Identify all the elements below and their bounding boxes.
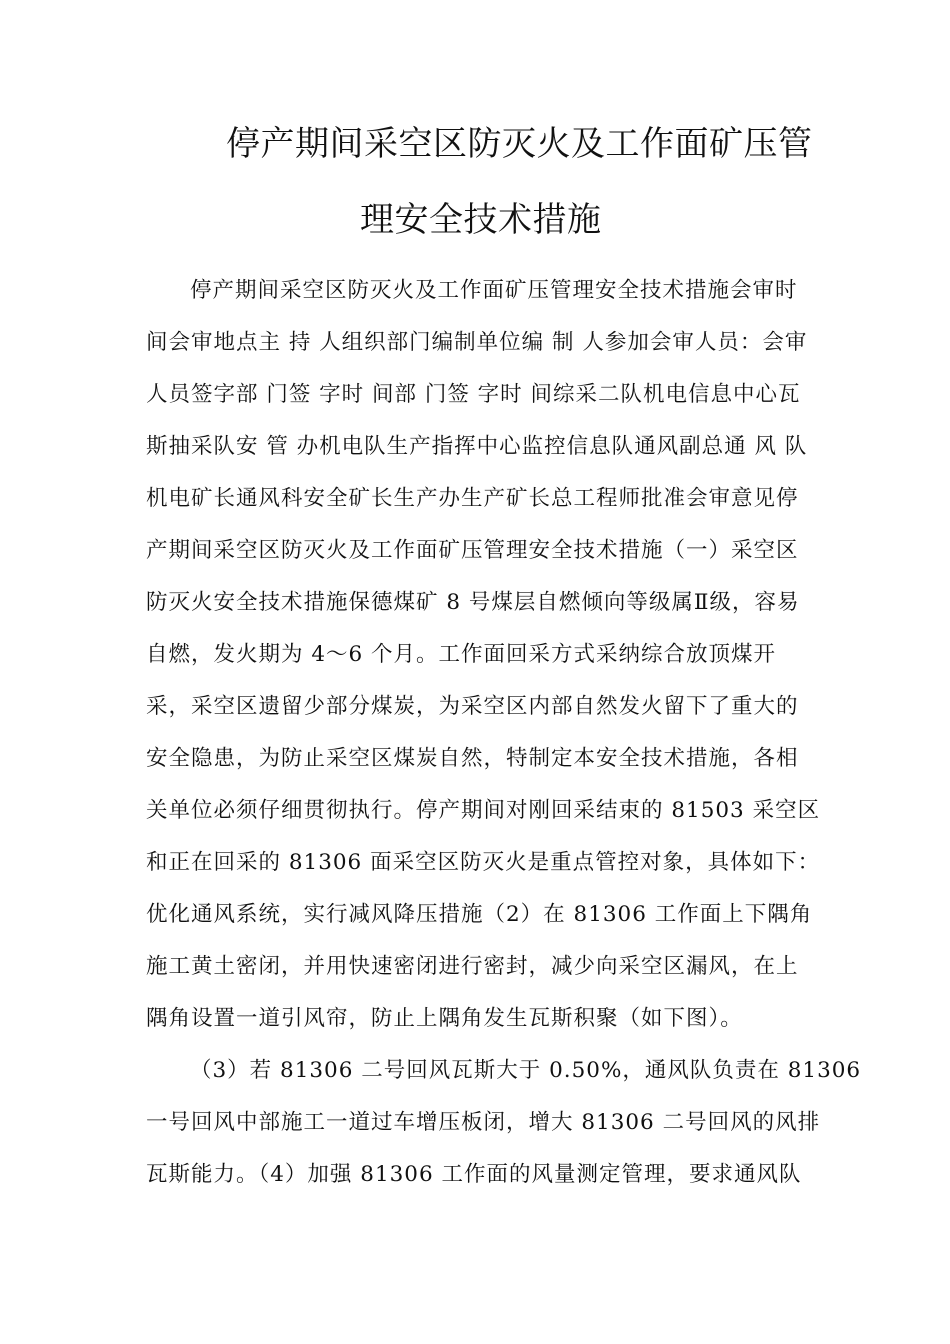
document-title-line-1: 停产期间采空区防灭火及工作面矿压管 xyxy=(226,124,813,164)
body-line-1: 停产期间采空区防灭火及工作面矿压管理安全技术措施会审时 xyxy=(190,278,798,303)
body-line-10: 安全隐患，为防止采空区煤炭自然，特制定本安全技术措施，各相 xyxy=(146,746,799,771)
body-line-12: 和正在回采的 81306 面采空区防灭火是重点管控对象，具体如下： xyxy=(146,850,821,875)
body-line-17: 一号回风中部施工一道过车增压板闭，增大 81306 二号回风的风排 xyxy=(146,1110,821,1135)
body-line-4: 斯抽采队安 管 办机电队生产指挥中心监控信息队通风副总通 风 队 xyxy=(146,434,808,459)
body-line-11: 关单位必须仔细贯彻执行。停产期间对刚回采结束的 81503 采空区 xyxy=(146,798,821,823)
body-line-3: 人员签字部 门签 字时 间部 门签 字时 间综采二队机电信息中心瓦 xyxy=(146,382,801,407)
body-line-15: 隅角设置一道引风帘，防止上隅角发生瓦斯积聚（如下图）。 xyxy=(146,1006,743,1031)
body-line-7: 防灭火安全技术措施保德煤矿 8 号煤层自燃倾向等级属Ⅱ级，容易 xyxy=(146,590,800,615)
body-line-6: 产期间采空区防灭火及工作面矿压管理安全技术措施（一）采空区 xyxy=(146,538,799,563)
body-line-5: 机电矿长通风科安全矿长生产办生产矿长总工程师批准会审意见停 xyxy=(146,486,799,511)
body-line-9: 采，采空区遗留少部分煤炭，为采空区内部自然发火留下了重大的 xyxy=(146,694,799,719)
body-line-14: 施工黄土密闭，并用快速密闭进行密封，减少向采空区漏风，在上 xyxy=(146,954,799,979)
body-line-16: （3）若 81306 二号回风瓦斯大于 0.50%，通风队负责在 81306 xyxy=(190,1058,862,1083)
document-title-line-2: 理安全技术措施 xyxy=(360,200,602,240)
body-line-2: 间会审地点主 持 人组织部门编制单位编 制 人参加会审人员：会审 xyxy=(146,330,808,355)
body-line-8: 自燃，发火期为 4～6 个月。工作面回采方式采纳综合放顶煤开 xyxy=(146,642,777,667)
body-line-13: 优化通风系统，实行减风降压措施（2）在 81306 工作面上下隅角 xyxy=(146,902,813,927)
body-line-18: 瓦斯能力。（4）加强 81306 工作面的风量测定管理，要求通风队 xyxy=(146,1162,802,1187)
